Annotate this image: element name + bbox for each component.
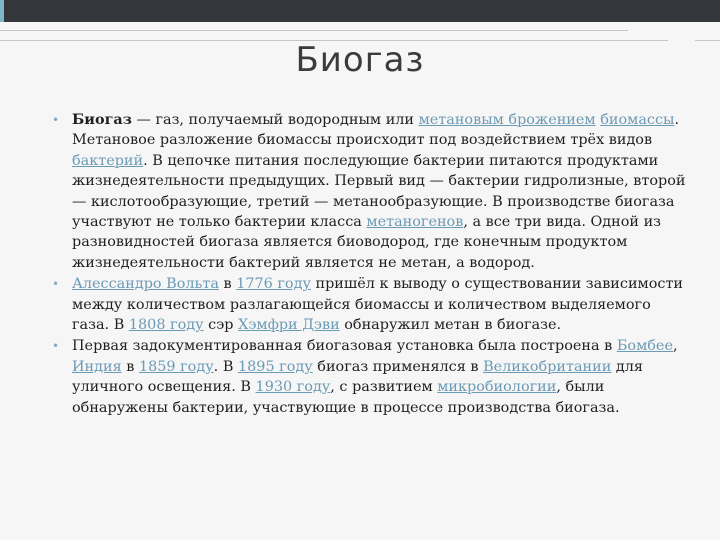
paragraph-text: пришёл к выводу о существовании зависимости между количеством разлагающейся биомассы и количеством выделяемого газа. В: [72, 276, 684, 334]
top-bar-accent: [0, 0, 4, 22]
paragraph-text: Первая задокументированная биогазовая установка была построена в: [72, 338, 617, 355]
bullet-icon: •: [52, 339, 60, 354]
paragraph-text: . Метановое разложение биомассы происходит под воздействием трёх видов: [72, 112, 680, 149]
hyperlink[interactable]: 1776 году: [236, 276, 311, 293]
slide-title: Биогаз: [295, 40, 425, 80]
term-bold: Биогаз: [72, 111, 132, 128]
hyperlink[interactable]: биомассы: [600, 112, 675, 128]
paragraph-text: биогаз применялся в: [312, 358, 484, 375]
hyperlink[interactable]: бактерий: [72, 152, 144, 169]
hyperlink[interactable]: 1859 году: [138, 358, 214, 375]
hyperlink[interactable]: 1930 году: [255, 379, 331, 396]
hyperlink[interactable]: метановым брожением: [418, 112, 596, 128]
paragraph-text: — газ, получаемый водородным или: [131, 112, 419, 128]
paragraph-text: обнаружил метан в биогазе.: [339, 317, 562, 334]
paragraph-text: для уличного освещения. В: [72, 358, 643, 396]
slide-body: [52, 110, 692, 419]
paragraph-text: , были обнаружены бактерии, участвующие в процессе производства биогаза.: [72, 379, 620, 416]
bullet-paragraph: [52, 274, 692, 335]
paragraph-text: . В цепочке питания последующие бактерии питаются продуктами жизнедеятельности предыдущих. Первый вид — бактерии гидролизные, второй — кислотообразующие, третий — метанообразующие. В производстве биогаза участвуют не только бактерии класса: [72, 152, 686, 231]
paragraph-text: в: [121, 358, 139, 375]
bullet-icon: •: [52, 113, 60, 127]
paragraph-text: сэр: [203, 317, 239, 334]
hyperlink[interactable]: Хэмфри Дэви: [238, 317, 340, 334]
hyperlink[interactable]: Великобритании: [483, 358, 612, 375]
bullet-icon: •: [52, 277, 60, 292]
bullet-paragraph: [52, 336, 692, 418]
top-bar: [0, 0, 720, 22]
decorative-line: [0, 30, 628, 31]
paragraph-text: . В: [213, 358, 238, 375]
paragraph-text: ,: [672, 338, 678, 355]
hyperlink[interactable]: метаногенов: [366, 214, 464, 231]
paragraph-text: в: [218, 276, 237, 293]
hyperlink[interactable]: микробиологии: [437, 379, 557, 396]
paragraph-text: , с развитием: [330, 379, 438, 396]
hyperlink[interactable]: 1895 году: [237, 358, 313, 375]
hyperlink[interactable]: Алессандро Вольта: [72, 276, 219, 293]
hyperlink[interactable]: Бомбее: [616, 338, 673, 355]
hyperlink[interactable]: 1808 году: [128, 317, 204, 334]
hyperlink[interactable]: Индия: [72, 358, 122, 375]
bullet-paragraph: [52, 110, 692, 273]
paragraph-text: , а все три вида. Одной из разновидностей биогаза является биоводород, где конечным продуктом жизнедеятельности бактерий является не метан, а водород.: [72, 214, 662, 271]
